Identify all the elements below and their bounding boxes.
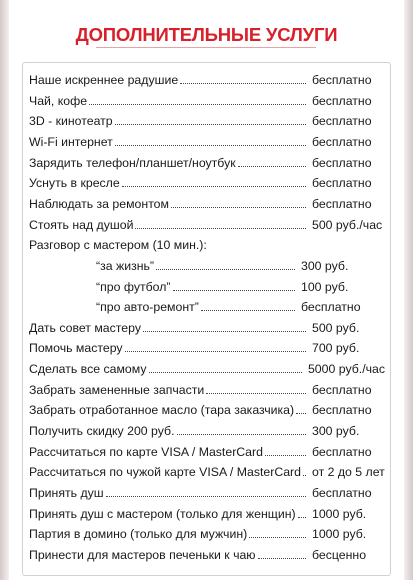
leader-dots [180, 83, 306, 84]
service-row [23, 91, 392, 111]
service-price: 5000 руб./час [307, 362, 385, 377]
right-edge-shadow [404, 0, 413, 580]
service-price: бесплатно [312, 403, 372, 418]
service-label: Принять душ с мастером (только для женщин) [29, 506, 296, 521]
service-price: 300 руб. [301, 258, 349, 273]
service-price: бесплатно [312, 114, 372, 129]
service-row [23, 256, 392, 276]
service-label: “про футбол” [96, 279, 171, 294]
service-row [23, 235, 392, 255]
leader-dots [173, 290, 296, 291]
service-price: 700 руб. [312, 341, 360, 356]
service-row [23, 524, 392, 544]
service-label: Забрать отработанное масло (тара заказчика) [29, 403, 295, 418]
leader-dots [206, 393, 306, 394]
service-row [23, 111, 392, 131]
leader-dots [106, 496, 306, 497]
service-row [23, 380, 392, 400]
service-price: бесплатно [301, 300, 361, 315]
service-label: “про авто-ремонт” [96, 300, 199, 315]
service-label: Принести для мастеров печеньки к чаю [29, 547, 256, 562]
leader-dots [171, 207, 306, 208]
leader-dots [115, 145, 306, 146]
page-title: ДОПОЛНИТЕЛЬНЫЕ УСЛУГИ [75, 24, 338, 45]
service-row [23, 400, 392, 420]
service-price: бесплатно [312, 486, 372, 500]
service-label: Дать совет мастеру [29, 320, 141, 335]
leader-dots [296, 413, 306, 414]
title-underline [96, 47, 316, 48]
service-price: 500 руб./час [312, 217, 383, 232]
service-row [23, 338, 392, 358]
service-price: бесплатно [312, 134, 372, 149]
service-row [23, 442, 392, 462]
leader-dots [143, 331, 306, 332]
leader-dots [122, 186, 306, 187]
service-row [23, 483, 392, 503]
service-label: Чай, кофе [29, 93, 88, 108]
service-row [23, 318, 392, 338]
service-label: Получить скидку 200 руб. [29, 424, 175, 439]
service-price: 100 руб. [301, 279, 349, 294]
service-label: Забрать замененные запчасти [29, 382, 205, 397]
leader-dots [303, 475, 306, 476]
service-price: 1000 руб. [312, 506, 367, 521]
service-label: 3D - кинотеатр [29, 114, 113, 129]
leader-dots [156, 269, 295, 270]
service-label: Разговор с мастером (10 мин.): [29, 238, 207, 253]
service-label: Wi-Fi интернет [29, 134, 113, 149]
service-label: Зарядить телефон/планшет/ноутбук [29, 155, 236, 170]
leader-dots [149, 372, 302, 373]
leader-dots [201, 310, 295, 311]
service-label: “за жизнь” [96, 258, 155, 273]
service-label: Стоять над душой [29, 217, 134, 232]
leader-dots [125, 351, 306, 352]
service-row [23, 297, 392, 317]
service-label: Партия в домино (только для мужчин) [29, 527, 248, 542]
service-price: 300 руб. [312, 424, 360, 439]
service-label: Наше искреннее радушие [29, 73, 179, 87]
leader-dots [298, 517, 306, 518]
leader-dots [177, 434, 307, 435]
services-panel [22, 62, 391, 576]
leader-dots [115, 124, 306, 125]
service-row [23, 132, 392, 152]
service-price: 1000 руб. [312, 527, 367, 542]
service-label: Уснуть в кресле [29, 176, 120, 191]
service-label: Принять душ [29, 486, 104, 500]
service-price: бесплатно [312, 196, 372, 211]
left-edge-shadow [0, 0, 9, 580]
service-label: Сделать все самому [29, 362, 147, 377]
service-row [23, 173, 392, 193]
leader-dots [258, 558, 306, 559]
service-row [23, 359, 392, 379]
service-row [23, 504, 392, 524]
leader-dots [89, 104, 306, 105]
leader-dots [265, 455, 306, 456]
service-row [23, 277, 392, 297]
service-label: Наблюдать за ремонтом [29, 196, 169, 211]
service-price: 500 руб. [312, 320, 360, 335]
leader-dots [249, 537, 306, 538]
service-row [23, 421, 392, 441]
service-price: бесплатно [312, 444, 372, 459]
service-price: бесплатно [312, 382, 372, 397]
service-price: бесплатно [312, 93, 372, 108]
service-row [23, 70, 392, 90]
service-price: бесплатно [312, 176, 372, 191]
service-row [23, 194, 392, 214]
service-label: Рассчитаться по чужой карте VISA / MasterCard [29, 465, 301, 480]
leader-dots [135, 228, 306, 229]
service-label: Рассчитаться по карте VISA / MasterCard [29, 444, 263, 459]
service-row [23, 545, 392, 565]
service-row [23, 462, 392, 482]
leader-dots [238, 166, 306, 167]
service-price: бесценно [312, 547, 367, 562]
service-row [23, 215, 392, 235]
service-label: Помочь мастеру [29, 341, 123, 356]
service-price: от 2 до 5 лет [312, 465, 385, 480]
service-row [23, 153, 392, 173]
service-price: бесплатно [312, 155, 372, 170]
service-price: бесплатно [312, 73, 372, 87]
